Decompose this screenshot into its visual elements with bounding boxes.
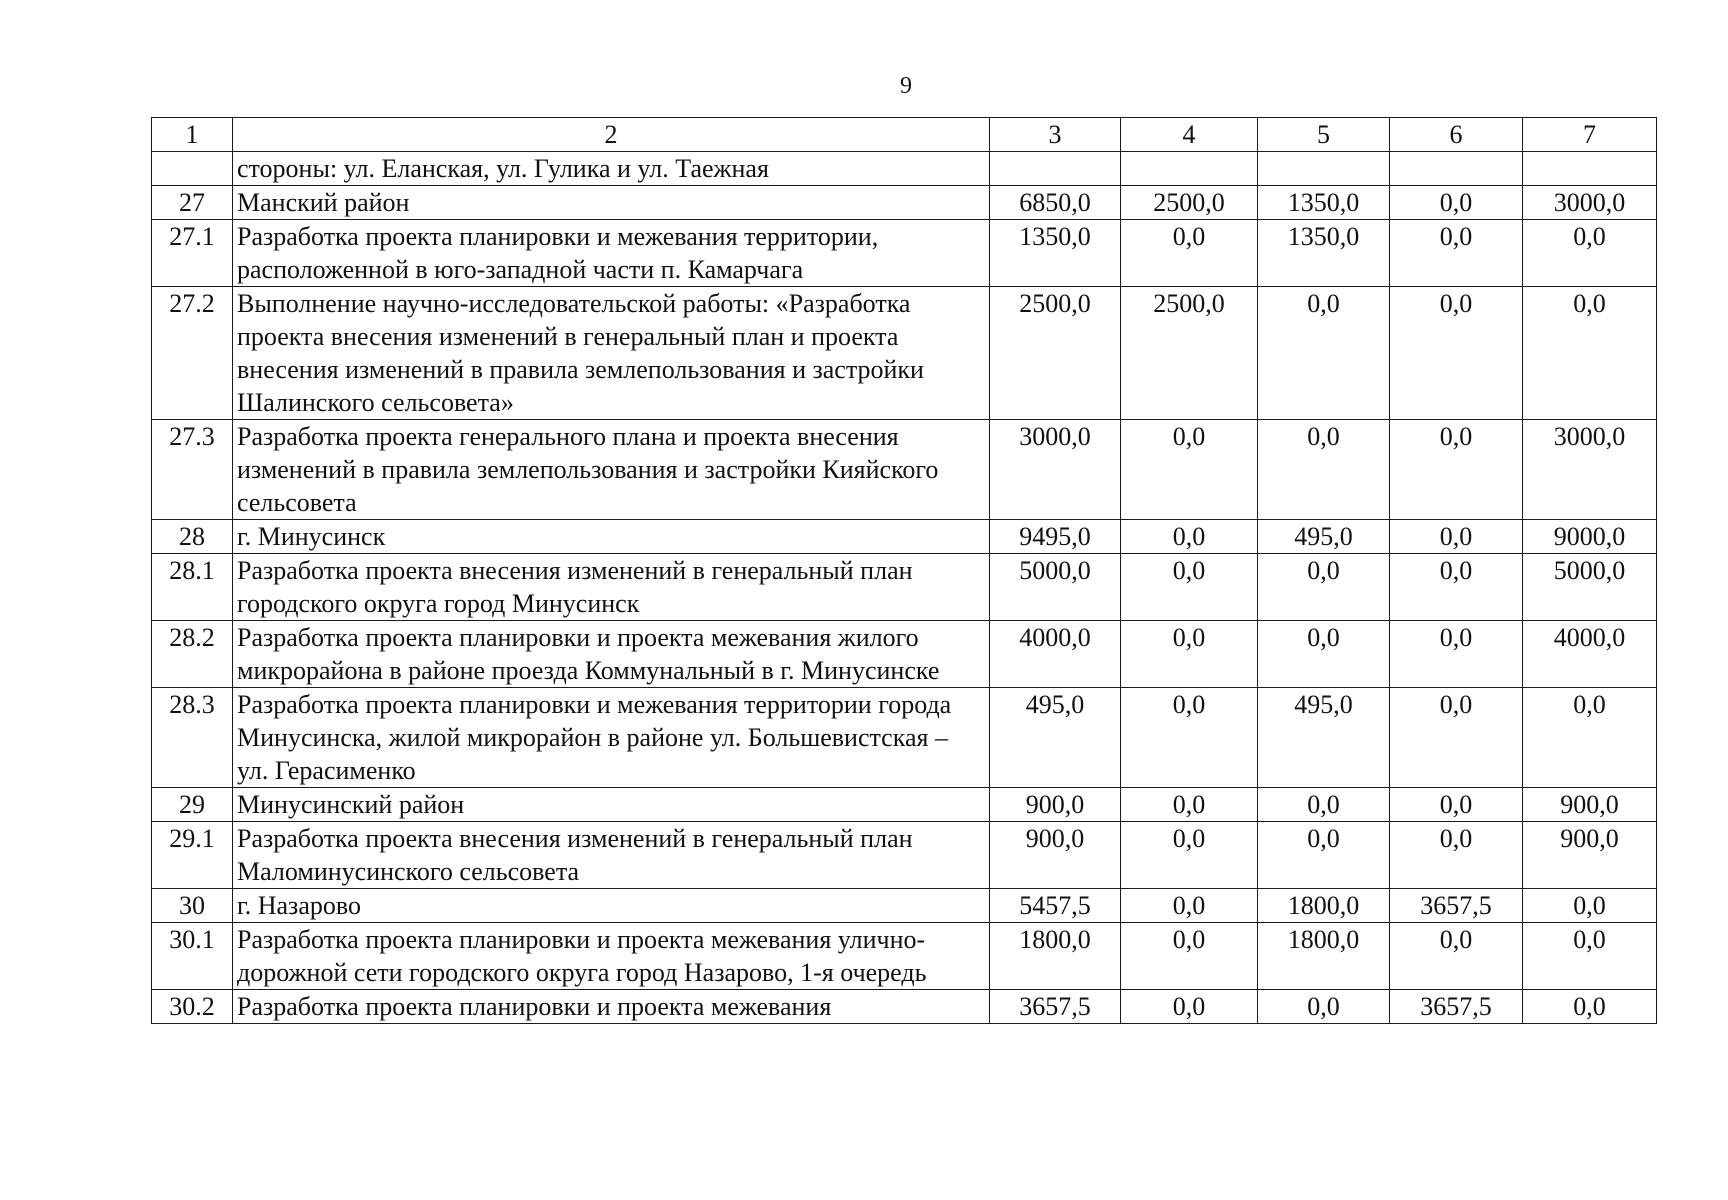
row-value: 3657,5 [990,990,1121,1024]
row-value: 0,0 [1121,621,1258,688]
row-value: 9495,0 [990,520,1121,554]
row-value: 0,0 [1121,923,1258,990]
row-description: Разработка проекта планировки и проекта межевания жилого микрорайона в районе проезда Коммунальный в г. Минусинске [233,621,990,688]
row-value: 2500,0 [1121,186,1258,220]
row-value: 0,0 [1258,621,1390,688]
row-value: 495,0 [1258,688,1390,788]
row-value: 3000,0 [990,420,1121,520]
table-row [152,186,1657,220]
row-value: 0,0 [1121,554,1258,621]
row-value: 0,0 [1390,788,1523,822]
row-number: 29 [152,788,233,822]
row-value: 0,0 [1390,621,1523,688]
row-value: 1800,0 [1258,889,1390,923]
row-value: 0,0 [1258,822,1390,889]
row-value: 0,0 [1390,520,1523,554]
table-row [152,420,1657,520]
table-row [152,554,1657,621]
row-value: 0,0 [1523,889,1657,923]
row-value: 0,0 [1258,554,1390,621]
row-value: 900,0 [1523,822,1657,889]
row-value: 9000,0 [1523,520,1657,554]
column-header: 6 [1390,118,1523,152]
row-value: 0,0 [1390,554,1523,621]
row-value: 0,0 [1258,788,1390,822]
row-value [990,152,1121,186]
row-value [1523,152,1657,186]
row-value: 0,0 [1121,420,1258,520]
row-value: 1350,0 [1258,220,1390,287]
row-value: 1350,0 [1258,186,1390,220]
row-value: 900,0 [990,822,1121,889]
row-value: 0,0 [1390,220,1523,287]
row-value: 495,0 [990,688,1121,788]
row-value: 900,0 [1523,788,1657,822]
row-value [1390,152,1523,186]
row-value: 0,0 [1390,186,1523,220]
column-header: 3 [990,118,1121,152]
row-value: 0,0 [1258,287,1390,420]
row-value: 0,0 [1390,822,1523,889]
row-number: 27.1 [152,220,233,287]
row-number: 30 [152,889,233,923]
column-header: 7 [1523,118,1657,152]
row-value: 3000,0 [1523,186,1657,220]
row-value: 0,0 [1523,220,1657,287]
table-row [152,788,1657,822]
row-value: 5457,5 [990,889,1121,923]
row-value: 0,0 [1523,923,1657,990]
row-number: 28.3 [152,688,233,788]
row-number: 27.3 [152,420,233,520]
row-description: Разработка проекта генерального плана и проекта внесения изменений в правила землепользования и застройки Кияйского сельсовета [233,420,990,520]
table-row [152,152,1657,186]
row-value: 0,0 [1258,990,1390,1024]
row-description: Выполнение научно-исследовательской работы: «Разработка проекта внесения изменений в генеральный план и проекта внесения изменений в правила землепользования и застройки Шалинского сельсовета» [233,287,990,420]
row-value: 0,0 [1523,990,1657,1024]
table-row [152,688,1657,788]
table-header-row [152,118,1657,152]
row-value: 0,0 [1121,889,1258,923]
row-description: Разработка проекта внесения изменений в генеральный план Маломинусинского сельсовета [233,822,990,889]
row-description: Разработка проекта внесения изменений в генеральный план городского округа город Минусинск [233,554,990,621]
row-value: 4000,0 [990,621,1121,688]
row-value: 0,0 [1121,688,1258,788]
row-value: 0,0 [1523,688,1657,788]
row-description: Разработка проекта планировки и межевания территории города Минусинска, жилой микрорайон в районе ул. Большевистская – ул. Герасименко [233,688,990,788]
row-value [1258,152,1390,186]
row-value: 0,0 [1523,287,1657,420]
table-row [152,990,1657,1024]
row-value: 4000,0 [1523,621,1657,688]
row-value: 0,0 [1390,287,1523,420]
row-value: 6850,0 [990,186,1121,220]
row-number: 28 [152,520,233,554]
row-description: Разработка проекта планировки и межевания территории, расположенной в юго-западной части п. Камарчага [233,220,990,287]
row-value: 3000,0 [1523,420,1657,520]
row-value: 2500,0 [990,287,1121,420]
budget-table [151,117,1657,1024]
row-number: 27 [152,186,233,220]
row-value: 3657,5 [1390,889,1523,923]
row-number: 30.2 [152,990,233,1024]
table-row [152,621,1657,688]
row-value: 0,0 [1121,788,1258,822]
table-row [152,923,1657,990]
row-description: Разработка проекта планировки и проекта межевания [233,990,990,1024]
table-row [152,220,1657,287]
row-value: 1350,0 [990,220,1121,287]
row-value: 0,0 [1390,420,1523,520]
row-value: 0,0 [1121,520,1258,554]
row-description: стороны: ул. Еланская, ул. Гулика и ул. Таежная [233,152,990,186]
column-header: 2 [233,118,990,152]
row-description: Разработка проекта планировки и проекта межевания улично-дорожной сети городского округа город Назарово, 1-я очередь [233,923,990,990]
row-number: 28.1 [152,554,233,621]
row-number [152,152,233,186]
row-value: 1800,0 [1258,923,1390,990]
row-description: г. Назарово [233,889,990,923]
row-value: 0,0 [1121,220,1258,287]
row-value: 0,0 [1390,923,1523,990]
row-value: 5000,0 [1523,554,1657,621]
table-row [152,822,1657,889]
row-value: 0,0 [1121,990,1258,1024]
row-number: 28.2 [152,621,233,688]
table-row [152,520,1657,554]
row-value: 0,0 [1121,822,1258,889]
row-description: Манский район [233,186,990,220]
row-value: 5000,0 [990,554,1121,621]
row-value: 900,0 [990,788,1121,822]
page-number: 9 [900,73,912,99]
row-value: 0,0 [1390,688,1523,788]
row-value: 1800,0 [990,923,1121,990]
row-number: 27.2 [152,287,233,420]
row-number: 29.1 [152,822,233,889]
row-number: 30.1 [152,923,233,990]
row-description: г. Минусинск [233,520,990,554]
row-description: Минусинский район [233,788,990,822]
column-header: 5 [1258,118,1390,152]
row-value: 0,0 [1258,420,1390,520]
column-header: 1 [152,118,233,152]
row-value: 2500,0 [1121,287,1258,420]
table-row [152,889,1657,923]
row-value: 495,0 [1258,520,1390,554]
row-value [1121,152,1258,186]
row-value: 3657,5 [1390,990,1523,1024]
column-header: 4 [1121,118,1258,152]
table-row [152,287,1657,420]
